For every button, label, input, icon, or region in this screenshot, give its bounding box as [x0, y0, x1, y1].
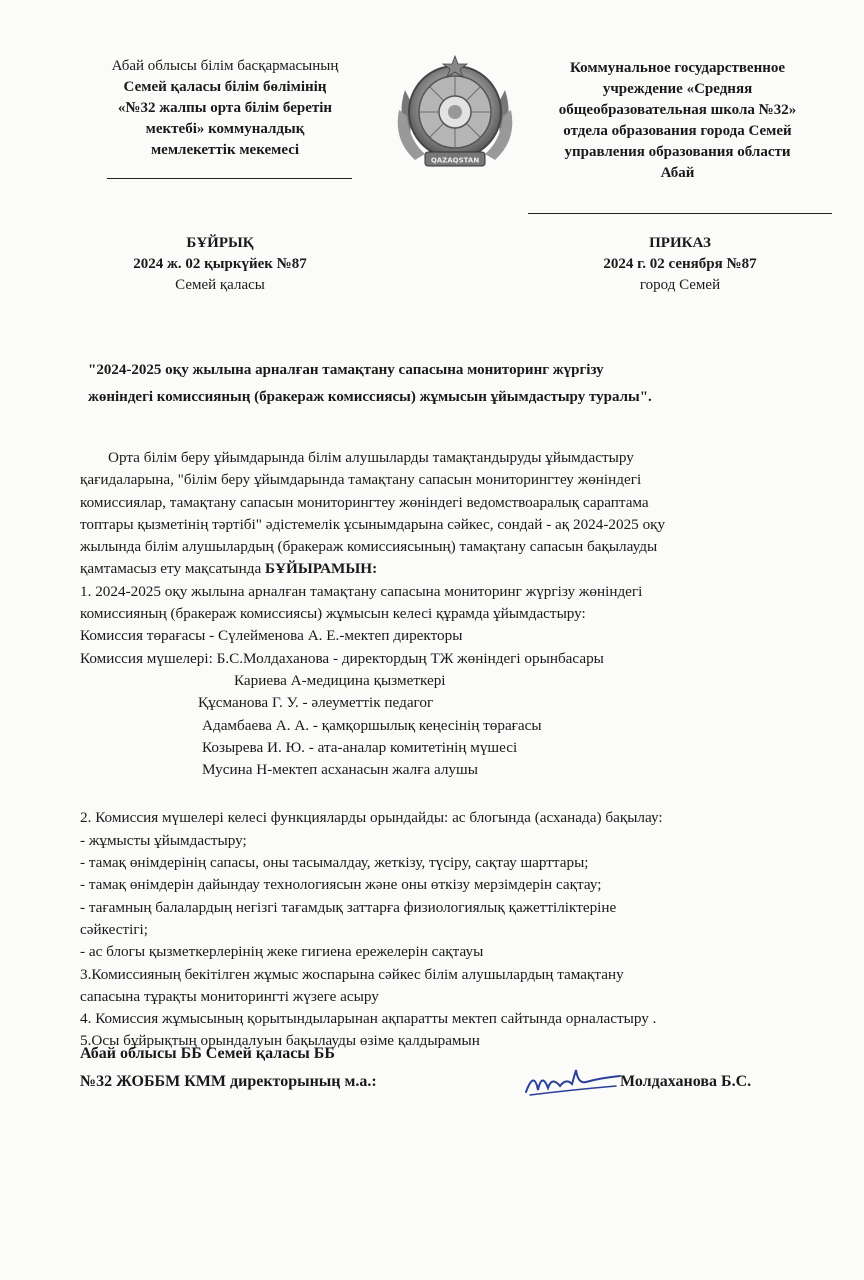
svg-text:QAZAQSTAN: QAZAQSTAN	[430, 156, 480, 165]
subject-line: жөніндегі комиссияның (бракераж комиссиясы) жұмысын ұйымдастыру туралы".	[88, 389, 652, 405]
order-ru-block	[550, 233, 810, 296]
commission-member: Козырева И. Ю. - ата-аналар комитетінің мүшесі	[202, 738, 518, 756]
header-left-line: Семей қаласы білім бөлімінің	[123, 79, 327, 95]
body-line-text: қамтамасыз ету мақсатында	[80, 560, 265, 578]
header-right-line: учреждение «Средняя	[602, 81, 753, 97]
body-line: 1. 2024-2025 оқу жылына арналған тамақтану сапасына мониторинг жүргізу жөніндегі	[80, 582, 643, 600]
state-emblem-icon	[385, 50, 525, 180]
order-kz-date: 2024 ж. 02 қыркүйек №87	[133, 256, 307, 272]
order-body	[80, 447, 810, 1053]
commission-member: Кариева А-медицина қызметкері	[234, 671, 446, 689]
body-line: - тамақ өнімдерінің сапасы, оны тасымалдау, жеткізу, түсіру, сақтау шарттары;	[80, 854, 589, 872]
order-subject	[88, 357, 808, 411]
subject-line: "2024-2025 оқу жылына арналған тамақтану сапасына мониторинг жүргізу	[88, 362, 604, 378]
body-line: Комиссия мүшелері: Б.С.Молдаханова - директордың ТЖ жөніндегі орынбасары	[80, 649, 604, 667]
header-right-line: Абай	[660, 165, 695, 181]
header-left-line: «№32 жалпы орта білім беретін	[117, 100, 333, 116]
handwritten-signature	[520, 1062, 630, 1102]
header-left-org	[60, 56, 390, 161]
header-left-line: мектебі» коммуналдық	[145, 121, 305, 137]
header-right-org	[525, 58, 830, 184]
header-right-line: управления образования области	[564, 144, 791, 160]
header-left-rule	[107, 178, 352, 179]
signatory-name: Молдаханова Б.С.	[620, 1073, 752, 1090]
order-ru-date: 2024 г. 02 сенября №87	[603, 256, 757, 272]
body-line: - тамақ өнімдерін дайындау технологиясын және оны өткізу мерзімдерін сақтау;	[80, 876, 602, 894]
body-line: 4. Комиссия жұмысының қорытындыларынан ақпаратты мектеп сайтында орналастыру .	[80, 1010, 657, 1028]
body-line: 5.Осы бұйрықтың орындалуын бақылауды өзіме қалдырамын	[80, 1032, 480, 1050]
body-line: жылында білім алушылардың (бракераж комиссиясының) тамақтану сапасын бақылауды	[80, 538, 658, 556]
order-kz-block	[90, 233, 350, 296]
header-left-line: Абай облысы білім басқармасының	[111, 58, 339, 74]
order-verb: БҰЙЫРАМЫН:	[265, 560, 378, 578]
order-ru-place: город Семей	[639, 277, 721, 293]
header-right-rule	[528, 213, 832, 214]
body-line: Комиссия төрағасы - Сүлейменова А. Е.-мектеп директоры	[80, 627, 463, 645]
order-kz-place: Семей қаласы	[175, 277, 265, 293]
order-kz-title: БҰЙРЫҚ	[186, 235, 254, 251]
header-left-line: мемлекеттік мекемесі	[150, 142, 300, 158]
body-line: 3.Комиссияның бекітілген жұмыс жоспарына сәйкес білім алушылардың тамақтану	[80, 965, 624, 983]
body-line: - жұмысты ұйымдастыру;	[80, 831, 247, 849]
body-line: комиссияның (бракераж комиссиясы) жұмысын келесі құрамда ұйымдастыру:	[80, 605, 586, 623]
signature-block	[80, 1040, 820, 1096]
commission-member: Құсманова Г. У. - әлеуметтік педагог	[198, 694, 434, 712]
signature-title-line: №32 ЖОББМ КММ директорының м.а.:	[80, 1073, 377, 1090]
commission-member: Адамбаева А. А. - қамқоршылық кеңесінің төрағасы	[202, 716, 542, 734]
body-line: - ас блогы қызметкерлерінің жеке гигиена ережелерін сақтауы	[80, 943, 484, 961]
commission-member: Мусина Н-мектеп асханасын жалға алушы	[202, 761, 478, 779]
body-line: 2. Комиссия мүшелері келесі функцияларды орындайды: ас блогында (асханада) бақылау:	[80, 809, 663, 827]
header-right-line: Коммунальное государственное	[569, 60, 786, 76]
signature-org-line: Абай облысы ББ Семей қаласы ББ	[80, 1045, 335, 1062]
body-line: Орта білім беру ұйымдарында білім алушыларды тамақтандыруды ұйымдастыру	[108, 449, 634, 466]
body-line	[80, 558, 810, 580]
header-right-line: отдела образования города Семей	[563, 123, 792, 139]
body-line: сәйкестігі;	[80, 920, 148, 938]
body-line: комиссиялар, тамақтану сапасын мониторингтеу жөніндегі ведомствоаралық сараптама	[80, 493, 649, 511]
order-ru-title: ПРИКАЗ	[649, 235, 711, 251]
body-line: - тағамның балалардың негізгі тағамдық заттарға физиологиялық қажеттіліктеріне	[80, 898, 617, 916]
body-line: топтары қызметінің тәртібі" әдістемелік ұсынымдарына сәйкес, сондай - ақ 2024-2025 оқу	[80, 515, 666, 533]
header-right-line: общеобразовательная школа №32»	[558, 102, 797, 118]
body-line: қағидаларына, "білім беру ұйымдарында тамақтану сапасын мониторингтеу жөніндегі	[80, 471, 642, 489]
body-line: сапасына тұрақты мониторингті жүзеге асыру	[80, 987, 379, 1005]
